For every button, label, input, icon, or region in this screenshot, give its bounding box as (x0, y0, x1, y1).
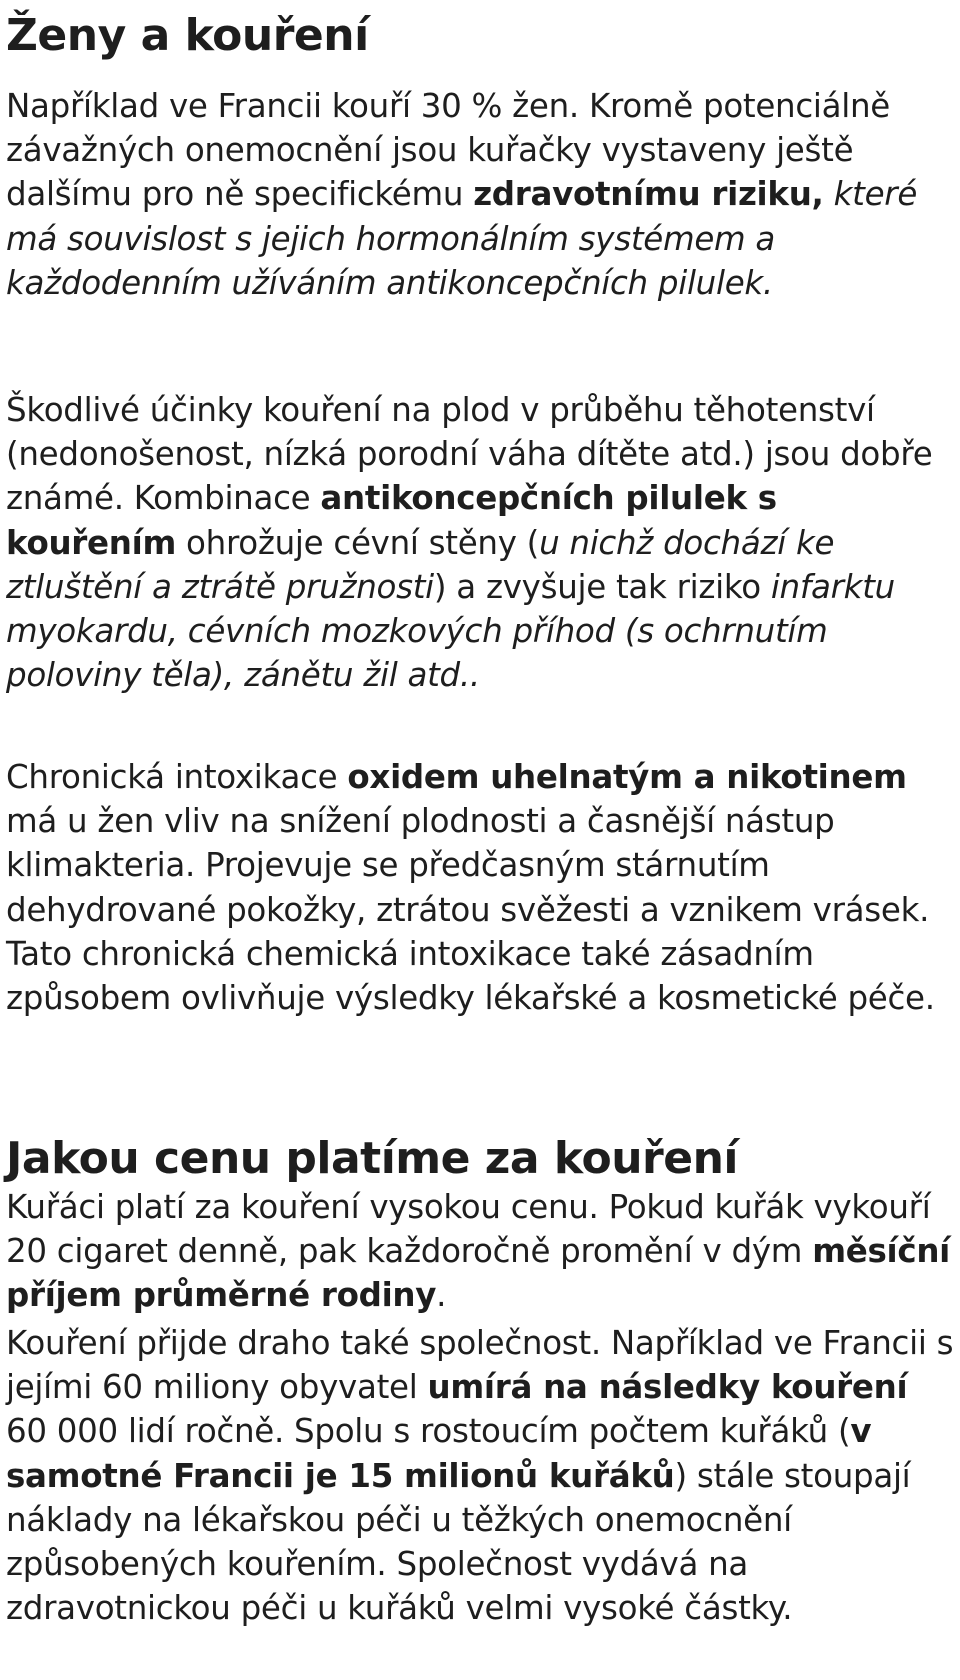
italic-text: které má souvislost s jejich hormonálním systémem a každodenním užíváním antikoncepčních pilulek. (6, 175, 918, 302)
bold-text: měsíční příjem průměrné rodiny (6, 1232, 951, 1315)
text-run: . (436, 1276, 447, 1315)
paragraph-france-women (6, 84, 956, 305)
text-run: ) a zvyšuje tak riziko (433, 567, 771, 606)
paragraph-smoker-cost (6, 1185, 956, 1318)
text-run: 60 000 lidí ročně. Spolu s rostoucím počtem kuřáků ( (6, 1412, 851, 1451)
bold-text: antikoncepčních pilulek s kouřením (6, 479, 777, 562)
bold-text: zdravotnímu riziku, (473, 175, 824, 214)
section-title-cost-of-smoking: Jakou cenu platíme za kouření (6, 1133, 738, 1184)
paragraph-society-cost (6, 1321, 956, 1630)
text-run: Škodlivé účinky kouření na plod v průběhu těhotenství (nedonošenost, nízká porodní váha dítěte atd.) jsou dobře známé. Kombinace (6, 391, 933, 518)
section-title-women-smoking: Ženy a kouření (6, 10, 369, 61)
bold-text: oxidem uhelnatým a nikotinem (347, 758, 907, 796)
paragraph-chronic-intoxication (6, 755, 956, 1020)
text-run: ohrožuje cévní stěny ( (176, 523, 540, 562)
italic-text: u nichž dochází ke ztluštění a ztrátě pružnosti (6, 523, 835, 606)
paragraph-pregnancy-effects (6, 388, 956, 697)
text-run: Chronická intoxikace (6, 758, 348, 796)
bold-text: v samotné Francii je 15 milionů kuřáků (6, 1412, 872, 1495)
text-run: Například ve Francii kouří 30 % žen. Kromě potenciálně závažných onemocnění jsou kuřačky vystaveny ještě dalšímu pro ně specifickému (6, 87, 890, 214)
bold-text: umírá na následky kouření (427, 1368, 908, 1407)
italic-text: infarktu myokardu, cévních mozkových příhod (s ochrnutím poloviny těla), zánětu žil atd.. (6, 567, 895, 695)
text-run: má u žen vliv na snížení plodnosti a časnější nástup klimakteria. Projevuje se předčasným stárnutím dehydrované pokožky, ztrátou svěžesti a vznikem vrásek. Tato chronická chemická intoxikace také zásadním způsobem ovlivňuje výsledky lékařské a kosmetické péče. (6, 802, 935, 1018)
text-run: Kuřáci platí za kouření vysokou cenu. Pokud kuřák vykouří 20 cigaret denně, pak každoročně promění v dým (6, 1188, 931, 1271)
text-run: ) stále stoupají náklady na lékařskou péči u těžkých onemocnění způsobených kouřením. Společnost vydává na zdravotnickou péči u kuřáků velmi vysoké částky. (6, 1456, 911, 1628)
text-run: Kouření přijde draho také společnost. Například ve Francii s jejími 60 miliony obyvatel (6, 1324, 954, 1407)
